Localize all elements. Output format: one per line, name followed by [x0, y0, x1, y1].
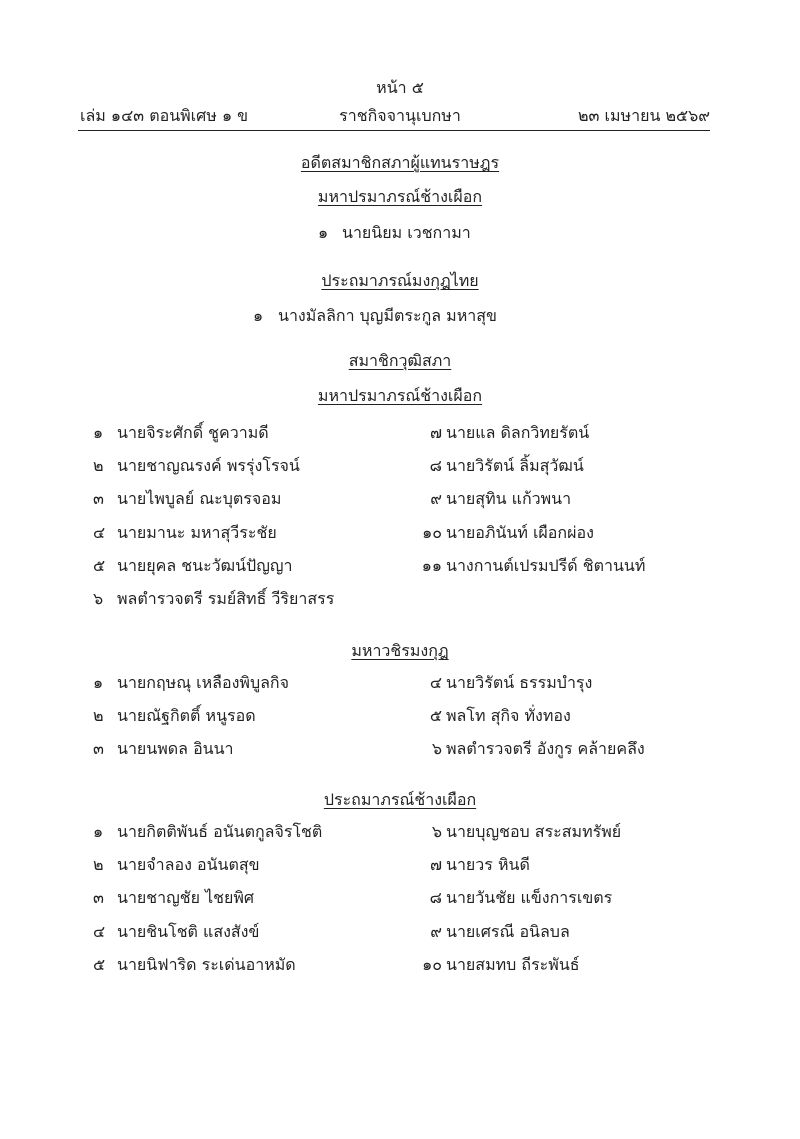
item-number: ๕ [93, 555, 106, 575]
item-number: ๑ [93, 423, 104, 442]
person-name: นายอภินันท์ เผือกผ่อง [446, 522, 594, 542]
item-number: ๖ [93, 589, 104, 608]
list-item [93, 523, 277, 543]
page-number: หน้า ๕ [376, 78, 424, 97]
list-item [418, 556, 645, 576]
item-number: ๖ [431, 822, 442, 841]
person-name: นายสมทบ ถีระพันธ์ [446, 954, 580, 974]
person-name: นายนพดล อินนา [117, 739, 234, 759]
list-item [93, 706, 256, 726]
section-heading: มหาปรมาภรณ์ช้างเผือก [317, 386, 483, 405]
section-heading: ประถมาภรณ์ช้างเผือก [323, 790, 477, 809]
item-number: ๔ [93, 522, 106, 542]
item-number: ๑ [93, 822, 104, 841]
list-item [418, 423, 589, 443]
item-number: ๘ [429, 888, 442, 908]
volume-info: เล่ม ๑๔๓ ตอนพิเศษ ๑ ข [80, 106, 249, 125]
item-number: ๘ [429, 456, 442, 476]
item-number: ๓ [93, 888, 104, 908]
list-item [93, 673, 289, 693]
group-title: อดีตสมาชิกสภาผู้แทนราษฎร [300, 153, 500, 172]
person-name: นายนิฟาริด ระเด่นอาหมัด [117, 954, 296, 974]
list-item [93, 955, 296, 975]
list-item [418, 922, 570, 942]
list-item [418, 706, 571, 726]
section-heading: มหาวชิรมงกุฎ [351, 641, 449, 660]
person-name: นายยุคล ชนะวัฒน์ปัญญา [117, 555, 293, 575]
list-item [93, 822, 322, 842]
item-number: ๒ [93, 456, 104, 476]
list-item [418, 855, 530, 875]
person-name: นายชาญชัย ไชยพิศ [117, 888, 255, 908]
person-name: นายมานะ มหาสุวีระชัย [117, 522, 277, 542]
person-name: นางมัลลิกา บุญมีตระกูล มหาสุข [278, 306, 497, 325]
person-name: นายณัฐกิตติ์ หนูรอด [117, 706, 256, 726]
list-item [93, 489, 281, 509]
item-number: ๗ [429, 423, 442, 442]
person-name: นายสุทิน แก้วพนา [446, 489, 572, 509]
person-name: นายจำลอง อนันตสุข [117, 855, 260, 875]
publication-name: ราชกิจจานุเบกษา [339, 106, 461, 125]
person-name: นายชาญณรงค์ พรรุ่งโรจน์ [117, 456, 300, 476]
item-number: ๒ [93, 706, 104, 726]
group-title: สมาชิกวุฒิสภา [348, 351, 452, 370]
person-name: นายชินโชติ แสงสังข์ [117, 921, 260, 941]
person-name: พลตำรวจตรี รมย์สิทธิ์ วีริยาสรร [117, 589, 335, 608]
item-number: ๔ [93, 921, 106, 941]
person-name: พลตำรวจตรี อังกูร คล้ายคลึง [446, 739, 645, 759]
list-item [93, 589, 334, 609]
person-name: นายวิรัตน์ ธรรมบำรุง [446, 673, 593, 692]
publication-date: ๒๓ เมษายน ๒๕๖๙ [577, 106, 710, 125]
person-name: นายแล ดิลกวิทยรัตน์ [446, 423, 590, 442]
person-name: นายจิระศักดิ์ ชูความดี [117, 423, 269, 442]
item-number: ๗ [429, 855, 442, 875]
list-item [418, 955, 580, 975]
list-item [418, 456, 584, 476]
list-item [418, 822, 621, 842]
list-item [418, 739, 645, 759]
list-item [418, 489, 571, 509]
item-number: ๕ [93, 954, 106, 974]
list-item [418, 888, 612, 908]
person-name: พลโท สุกิจ ทั่งทอง [446, 706, 571, 726]
person-name: นายกิตติพันธ์ อนันตกูลจิรโชติ [117, 822, 323, 841]
list-item [93, 556, 292, 576]
list-item [418, 673, 592, 693]
item-number: ๙ [430, 489, 442, 509]
person-name: นายเศรณี อนิลบล [446, 921, 570, 941]
item-number: ๑๑ [421, 555, 442, 575]
list-item [93, 855, 260, 875]
item-number: ๑๐ [422, 522, 442, 542]
item-number: ๕ [429, 706, 442, 726]
person-name: นายไพบูลย์ ณะบุตรจอม [117, 489, 282, 509]
list-item [93, 456, 300, 476]
item-number: ๔ [429, 673, 442, 692]
list-item [93, 888, 254, 908]
list-item [93, 922, 259, 942]
person-name: นายวิรัตน์ ลิ้มสุวัฒน์ [446, 456, 584, 476]
item-number: ๓ [93, 489, 104, 509]
person-name: นายกฤษณุ เหลืองพิบูลกิจ [117, 673, 289, 692]
item-number: ๑ [253, 306, 264, 325]
list-item [418, 523, 594, 543]
item-number: ๒ [93, 855, 104, 875]
item-number: ๓ [93, 739, 104, 759]
item-number: ๑ [318, 223, 329, 242]
list-item [93, 423, 269, 443]
section-heading: ประถมาภรณ์มงกุฎไทย [321, 271, 479, 290]
person-name: นายบุญชอบ สระสมทรัพย์ [446, 822, 622, 841]
list-item [93, 739, 234, 759]
item-number: ๙ [430, 921, 442, 941]
section-heading: มหาปรมาภรณ์ช้างเผือก [317, 187, 483, 206]
person-name: นางกานต์เปรมปรีด์ ชิตานนท์ [446, 555, 646, 575]
person-name: นายนิยม เวชกามา [342, 223, 471, 242]
person-name: นายวันชัย แข็งการเขตร [446, 888, 613, 908]
item-number: ๑ [93, 673, 104, 692]
header-divider [78, 130, 710, 131]
person-name: นายวร หินดี [446, 855, 530, 875]
item-number: ๖ [431, 739, 442, 759]
item-number: ๑๐ [422, 954, 442, 974]
